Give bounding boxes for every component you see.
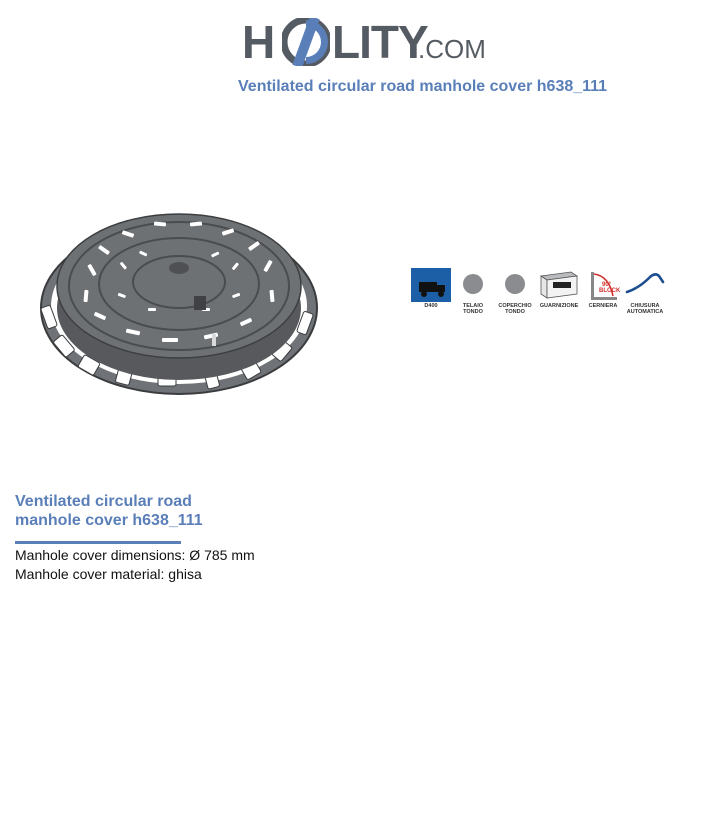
round-cover-icon: [495, 268, 535, 302]
feature-icons: [408, 268, 668, 318]
title-underline: [15, 541, 181, 544]
page-title: Ventilated circular road manhole cover h638_111: [238, 78, 608, 95]
feature-hinge: [580, 268, 626, 309]
spec-material: Manhole cover material: ghisa: [15, 566, 202, 582]
logo-o-mark-icon: [282, 18, 330, 66]
automatic-lock-icon: [625, 268, 665, 302]
gasket-icon: [539, 268, 579, 302]
feature-d400: [408, 268, 454, 309]
truck-icon: [411, 268, 451, 302]
hinge-badge-block: BLOCK: [599, 288, 621, 294]
feature-automatic-lock: [622, 268, 668, 315]
manhole-cover-illustration-icon: [38, 196, 320, 398]
feature-label-d400: D400: [424, 303, 438, 309]
product-title: Ventilated circular road manhole cover h638_111: [15, 493, 203, 529]
feature-label-round-frame: TELAIO TONDO: [462, 303, 484, 315]
logo-text-tld: .COM: [418, 34, 486, 64]
feature-round-frame: [450, 268, 496, 315]
spec-dimensions: Manhole cover dimensions: Ø 785 mm: [15, 547, 255, 563]
brand-logo[interactable]: [240, 10, 490, 70]
feature-label-hinge: CERNIERA: [588, 303, 618, 309]
feature-label-round-cover: COPERCHIO TONDO: [498, 303, 532, 315]
round-frame-icon: [453, 268, 493, 302]
feature-label-automatic-lock: CHIUSURA AUTOMATICA: [626, 303, 664, 315]
hinge-icon: [583, 268, 623, 302]
product-specs: [15, 546, 255, 584]
logo-text-lity: LITY: [332, 16, 428, 68]
logo-text-h: H: [242, 16, 275, 68]
feature-label-gasket: GUARNIZIONE: [539, 303, 579, 309]
feature-gasket: [536, 268, 582, 309]
feature-round-cover: [492, 268, 538, 315]
hinge-badge-angle: 90°: [602, 282, 612, 288]
